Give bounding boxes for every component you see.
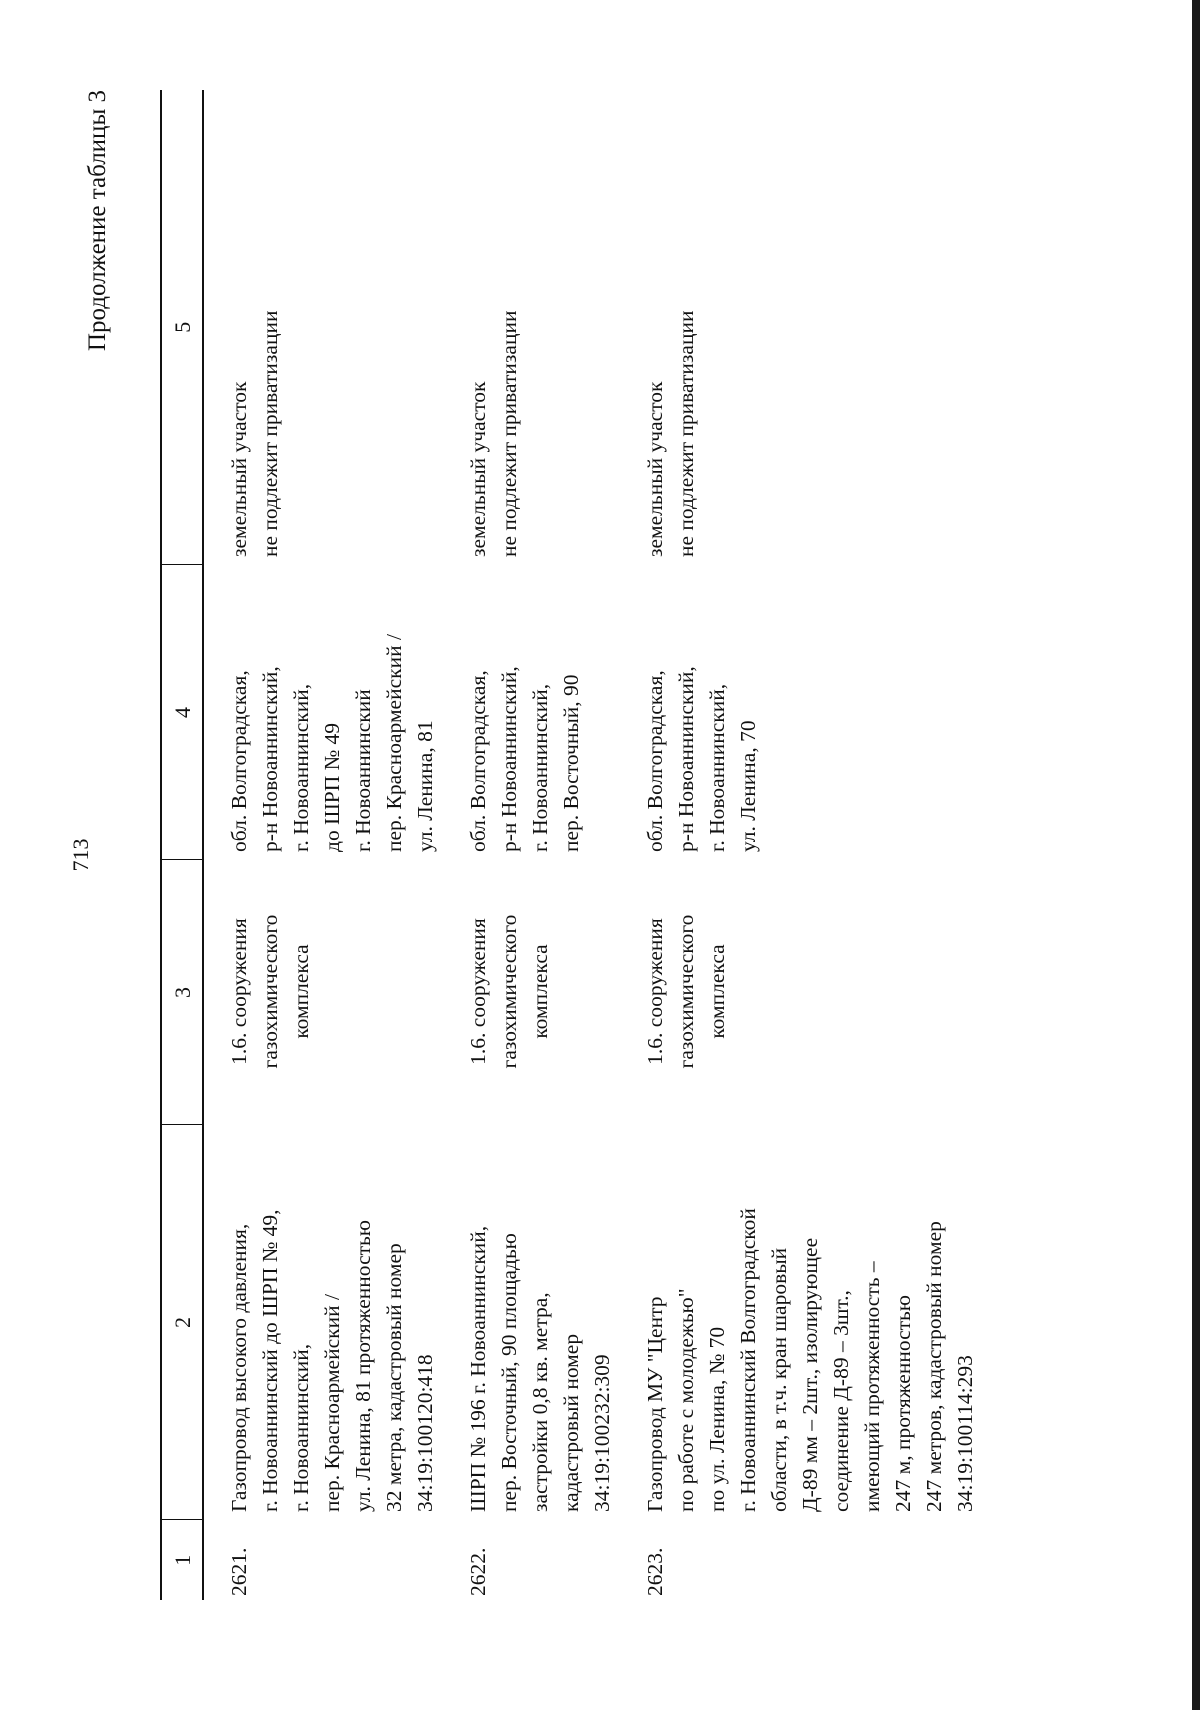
address-line: ул. Ленина, 81: [413, 720, 437, 852]
address-line: пер. Восточный, 90: [559, 674, 583, 852]
table-row: [203, 90, 441, 1600]
address-line: ул. Ленина, 70: [736, 720, 760, 852]
type-line: комплекса: [289, 944, 313, 1039]
type-line: 1.6. сооружения: [466, 918, 490, 1065]
note-line: земельный участок: [643, 381, 667, 557]
address-line: до ШРП № 49: [320, 723, 344, 852]
table-row: [441, 90, 618, 1600]
description-line: застройки 0,8 кв. метра,: [528, 1292, 552, 1512]
table-caption: Продолжение таблицы 3: [84, 90, 111, 352]
description-line: ул. Ленина, 81 протяженностью: [351, 1220, 375, 1512]
description-line: 247 метров, кадастровый номер: [922, 1221, 946, 1512]
description-line: г. Новоаннинский Волгоградской: [736, 1208, 760, 1512]
type-line: комплекса: [705, 944, 729, 1039]
object-note: [203, 90, 441, 565]
page-number: 713: [68, 838, 93, 872]
object-description: [441, 1125, 618, 1520]
address-line: г. Новоаннинский: [351, 689, 375, 852]
description-line: Газопровод МУ "Центр: [643, 1296, 667, 1512]
type-line: комплекса: [528, 944, 552, 1039]
type-line: газохимического: [497, 914, 521, 1069]
note-line: не подлежит приватизации: [674, 310, 698, 557]
table-row: [618, 90, 981, 1600]
object-address: [618, 565, 981, 860]
object-type: [203, 860, 441, 1125]
object-note: [618, 90, 981, 565]
note-line: не подлежит приватизации: [258, 310, 282, 557]
address-line: обл. Волгоградская,: [466, 670, 490, 852]
description-line: кадастровый номер: [559, 1333, 583, 1512]
description-line: 34:19:100120:418: [413, 1354, 437, 1512]
column-header-1: 1: [161, 1520, 203, 1600]
address-line: г. Новоаннинский,: [528, 683, 552, 852]
column-header-3: 3: [161, 860, 203, 1125]
type-line: газохимического: [674, 914, 698, 1069]
address-line: обл. Волгоградская,: [643, 670, 667, 852]
description-line: пер. Восточный, 90 площадью: [497, 1233, 521, 1512]
address-line: р-н Новоаннинский,: [258, 666, 282, 852]
address-line: пер. Красноармейский /: [382, 634, 406, 852]
object-note: [441, 90, 618, 565]
note-line: земельный участок: [227, 381, 251, 557]
description-line: по ул. Ленина, № 70: [705, 1326, 729, 1512]
object-address: [441, 565, 618, 860]
note-line: земельный участок: [466, 381, 490, 557]
address-line: обл. Волгоградская,: [227, 670, 251, 852]
column-header-4: 4: [161, 565, 203, 860]
property-table: [160, 90, 981, 1600]
object-description: [618, 1125, 981, 1520]
type-line: 1.6. сооружения: [643, 918, 667, 1065]
description-line: 247 м, протяженностью: [891, 1295, 915, 1512]
description-line: Газопровод высокого давления,: [227, 1223, 251, 1512]
description-line: 32 метра, кадастровый номер: [382, 1243, 406, 1512]
description-line: имеющий протяженность –: [860, 1261, 884, 1512]
object-type: [618, 860, 981, 1125]
description-line: области, в т.ч. кран шаровый: [767, 1247, 791, 1512]
description-line: г. Новоаннинский до ШРП № 49,: [258, 1209, 282, 1512]
address-line: г. Новоаннинский,: [289, 683, 313, 852]
description-line: 34:19:100114:293: [953, 1355, 977, 1512]
address-line: г. Новоаннинский,: [705, 683, 729, 852]
type-line: 1.6. сооружения: [227, 918, 251, 1065]
column-header-5: 5: [161, 90, 203, 565]
type-line: газохимического: [258, 914, 282, 1069]
object-type: [441, 860, 618, 1125]
note-line: не подлежит приватизации: [497, 310, 521, 557]
object-description: [203, 1125, 441, 1520]
description-line: 34:19:100232:309: [590, 1354, 614, 1512]
description-line: соединение Д-89 – 3шт.,: [829, 1290, 853, 1512]
object-address: [203, 565, 441, 860]
column-header-2: 2: [161, 1125, 203, 1520]
description-line: г. Новоаннинский,: [289, 1343, 313, 1512]
description-line: по работе с молодежью": [674, 1288, 698, 1512]
row-number: 2622.: [466, 1547, 490, 1596]
row-number: 2623.: [643, 1547, 667, 1596]
address-line: р-н Новоаннинский,: [497, 666, 521, 852]
address-line: р-н Новоаннинский,: [674, 666, 698, 852]
description-line: Д-89 мм – 2шт., изолирующее: [798, 1237, 822, 1512]
row-number: 2621.: [227, 1547, 251, 1596]
description-line: ШРП № 196 г. Новоаннинский,: [466, 1225, 490, 1512]
table-header-row: [161, 90, 203, 1600]
description-line: пер. Красноармейский /: [320, 1294, 344, 1512]
